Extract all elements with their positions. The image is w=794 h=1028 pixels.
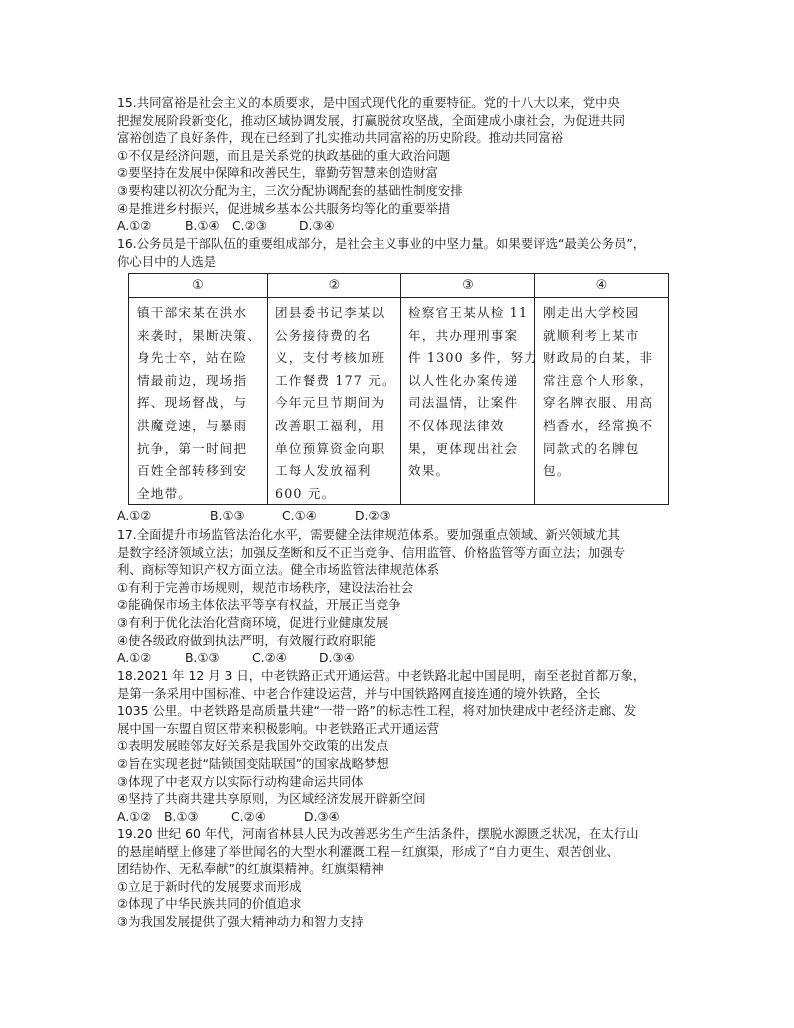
q19-item: ①立足于新时代的发展要求而形成	[117, 878, 302, 894]
q16-option-c: C.①④	[282, 508, 317, 523]
cell-line: 抗争，第一时间把	[137, 440, 248, 456]
cell-line: 团县委书记李某以	[275, 305, 386, 320]
cell-line: 不仅体现法律效	[408, 417, 505, 433]
table-cell-4	[543, 302, 653, 483]
q16-options-block	[117, 507, 677, 525]
cell-line: 工作餐费 177 元。	[275, 372, 396, 388]
question-17	[117, 526, 677, 667]
cell-line: 以人性化办案传递	[408, 372, 519, 388]
table-column-4	[534, 274, 667, 504]
question-16	[117, 235, 677, 270]
q15-option-d: D.③④	[299, 218, 335, 234]
cell-line: 身先士卒，站在险	[137, 350, 248, 366]
table-header-cell: ②	[328, 278, 341, 293]
cell-line: 单位预算资金向职	[275, 440, 386, 456]
q17-item: ③有利于优化法治化营商环境，促进行业健康发展	[117, 614, 389, 630]
cell-line: 就顺利考上某市	[543, 327, 640, 343]
cell-line: 情最前边，现场指	[137, 372, 248, 388]
q15-item: ②要坚持在发展中保障和改善民生，靠勤劳智慧来创造财富	[117, 165, 438, 181]
q15-item: ③要构建以初次分配为主，三次分配协调配套的基础性制度安排	[117, 182, 463, 198]
q19-item: ③为我国发展提供了强大精神动力和智力支持	[117, 913, 364, 929]
cell-line: 同款式的名牌包	[543, 440, 640, 456]
q17-item: ②能确保市场主体依法平等享有权益，开展正当竞争	[117, 597, 401, 613]
q17-stem-line: 是数字经济领域立法；加强反垄断和反不正当竞争、信用监管、价格监管等方面立法；加强专	[117, 544, 626, 560]
table-header-cell: ①	[192, 278, 204, 293]
table-cell-2	[275, 302, 396, 505]
cell-line: 今年元旦节期间为	[275, 395, 386, 411]
q18-stem-line: 是第一条采用中国标准、中老合作建设运营，并与中国铁路网直接连通的境外铁路，全长	[117, 685, 601, 701]
q18-option-d: D.③④	[304, 808, 340, 824]
q16-stem-line: 你心目中的人选是	[117, 253, 217, 269]
q15-option-a: A.①②	[117, 218, 152, 234]
q16-stem-line: 16.公务员是干部队伍的重要组成部分，是社会主义事业的中坚力量。如果要评选“最美公务员”，	[117, 236, 646, 251]
cell-line: 工每人发放福利	[275, 463, 372, 479]
question-15	[117, 94, 677, 235]
q16-candidates-table	[128, 273, 669, 505]
cell-line: 义，支付考核加班	[275, 350, 386, 366]
cell-line: 公务接待费的名	[275, 327, 372, 343]
q15-item: ①不仅是经济问题，而且是关系党的执政基础的重大政治问题	[117, 147, 451, 163]
cell-line: 效果。	[408, 463, 450, 479]
q15-stem-line: 把握发展阶段新变化，推动区域协调发展，打赢脱贫攻坚战，全面建成小康社会，为促进共同	[117, 112, 626, 128]
cell-line: 刚走出大学校园	[543, 305, 640, 320]
q18-item: ②旨在实现老挝“陆锁国变陆联国”的国家战略梦想	[117, 755, 389, 771]
cell-line: 穿名牌衣服、用高	[543, 395, 654, 411]
cell-line: 百姓全部转移到安	[137, 463, 248, 479]
cell-line: 果，更体现出社会	[408, 440, 519, 456]
q17-option-c: C.②④	[252, 650, 287, 666]
cell-line: 司法温情，让案件	[408, 395, 519, 411]
cell-line: 档香水，经常换不	[543, 417, 654, 433]
q16-option-b: B.①③	[210, 508, 245, 523]
q16-option-a: A.①②	[117, 508, 152, 523]
q19-stem-line: 团结协作、无私奉献”的红旗渠精神。红旗渠精神	[117, 861, 384, 877]
q15-stem-line: 15.共同富裕是社会主义的本质要求，是中国式现代化的重要特征。党的十八大以来，党中央	[117, 95, 620, 110]
q15-options	[117, 217, 677, 235]
q18-option-c: C.②④	[231, 808, 266, 824]
q17-option-d: D.③④	[319, 650, 355, 666]
q15-option-b: B.①④	[185, 218, 220, 234]
q18-item: ①表明发展睦邻友好关系是我国外交政策的出发点	[117, 738, 389, 754]
q18-item: ③体现了中老双方以实际行动构建命运共同体	[117, 773, 364, 789]
cell-line: 常注意个人形象，	[543, 372, 654, 388]
q17-stem-line: 利、商标等知识产权方面立法。健全市场监管法律规范体系	[117, 562, 440, 578]
question-19	[117, 825, 677, 931]
table-cell-3	[408, 302, 538, 483]
q17-stem-line: 17.全面提升市场监管法治化水平，需要健全法律规范体系。要加强重点领域、新兴领域尤其	[117, 527, 620, 542]
question-18	[117, 667, 677, 825]
q18-stem-line: 展中国一东盟自贸区带来积极影响。中老铁路正式开通运营	[117, 720, 440, 736]
cell-line: 来袭时，果断决策、	[137, 327, 262, 343]
q18-option-a: A.①②	[117, 808, 152, 824]
cell-line: 件 1300 多件，努力	[408, 350, 539, 366]
cell-line: 检察官王某从检 11	[408, 305, 529, 320]
q17-options	[117, 649, 677, 667]
q17-option-a: A.①②	[117, 650, 152, 666]
q18-stem-line: 18.2021 年 12 月 3 日，中老铁路正式开通运营。中老铁路北起中国昆明，南至老挝首都万象，	[117, 668, 646, 683]
q18-options	[117, 808, 677, 826]
q15-option-c: C.②③	[232, 218, 267, 234]
q16-option-d: D.②③	[355, 508, 391, 523]
table-column-2	[267, 274, 400, 504]
q18-option-b: B.①③	[164, 808, 199, 824]
cell-line: 财政局的白某，非	[543, 350, 654, 366]
cell-line: 600 元。	[275, 485, 336, 501]
cell-line: 洪魔竞速，与暴雨	[137, 417, 248, 433]
q19-stem-line: 的悬崖峭壁上修建了举世闻名的大型水利灌溉工程－红旗渠，形成了“自力更生、艰苦创业、	[117, 843, 620, 859]
table-cell-1	[137, 302, 261, 505]
cell-line: 镇干部宋某在洪水	[137, 305, 248, 320]
cell-line: 改善职工福利，用	[275, 417, 386, 433]
q19-item: ②体现了中华民族共同的价值追求	[117, 896, 302, 912]
q17-item: ①有利于完善市场规则，规范市场秩序，建设法治社会	[117, 579, 414, 595]
q16-options	[117, 507, 677, 525]
table-column-3	[400, 274, 539, 504]
table-header-cell: ④	[595, 278, 608, 293]
table-column-1	[129, 274, 267, 504]
q19-stem-line: 19.20 世纪 60 年代，河南省林县人民为改善恶劣生产生活条件，摆脱水源匮乏状况，在太行山	[117, 826, 639, 841]
q15-stem-line: 富裕创造了良好条件，现在已经到了扎实推动共同富裕的历史阶段。推动共同富裕	[117, 130, 564, 146]
cell-line: 包。	[543, 463, 571, 479]
q17-item: ④使各级政府做到执法严明，有效履行政府职能	[117, 632, 376, 648]
cell-line: 年，共办理刑事案	[408, 327, 519, 343]
q15-item: ④是推进乡村振兴，促进城乡基本公共服务均等化的重要举措	[117, 200, 451, 216]
q18-item: ④坚持了共商共建共享原则，为区域经济发展开辟新空间	[117, 791, 426, 807]
q17-option-b: B.①③	[185, 650, 220, 666]
cell-line: 全地带。	[137, 485, 193, 501]
cell-line: 挥、现场督战，与	[137, 395, 248, 411]
table-header-cell: ③	[462, 278, 474, 293]
q18-stem-line: 1035 公里。中老铁路是高质量共建“一带一路”的标志性工程，将对加快建成中老经济走廊、发	[117, 703, 637, 719]
